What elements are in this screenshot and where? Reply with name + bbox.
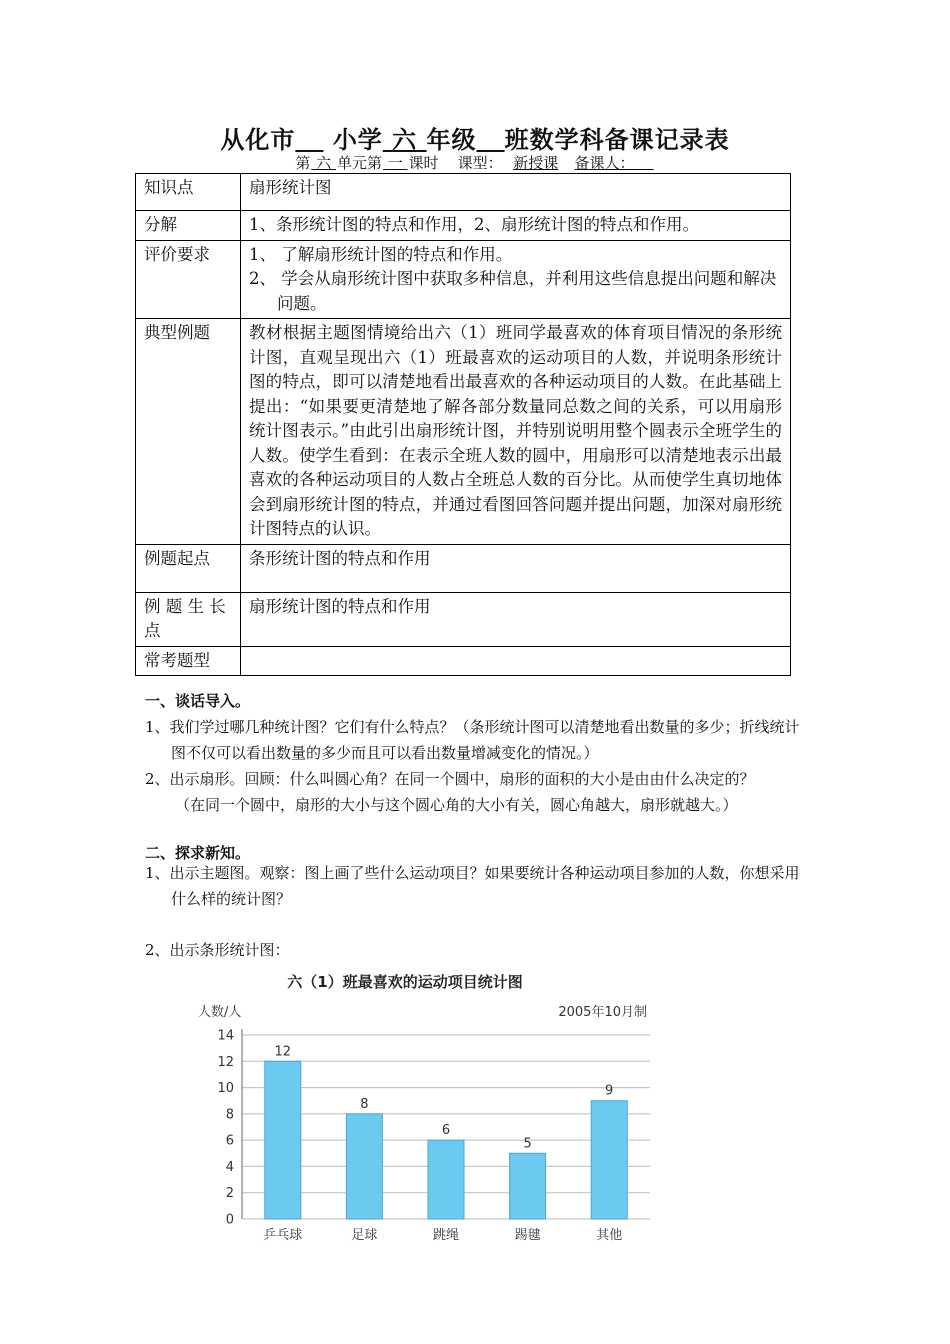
paragraph: 2、出示条形统计图：: [145, 941, 290, 959]
table-row: [136, 174, 791, 211]
section-body: [145, 860, 810, 912]
table-row: [136, 544, 791, 592]
row-label: 知识点: [136, 174, 241, 211]
x-tick-label: 乒乓球: [263, 1228, 303, 1243]
row-value: 1、条形统计图的特点和作用，2、扇形统计图的特点和作用。: [241, 211, 791, 241]
y-tick-label: 0: [225, 1212, 234, 1228]
row-label: 常考题型: [136, 646, 241, 676]
x-tick-label: 足球: [351, 1228, 378, 1243]
bar: [265, 1061, 301, 1219]
data-label: 8: [360, 1096, 369, 1112]
row-label: 例 题 生 长 点: [136, 592, 241, 646]
row-value: [241, 646, 791, 676]
row-value: 教材根据主题图情境给出六（1）班同学最喜欢的体育项目情况的条形统计图，直观呈现出六（1）班最喜欢的运动项目的人数，并说明条形统计图的特点，即可以清楚地看出最喜欢的各种运动项目的人数。在此基础上提出：“如果要更清楚地了解各部分数量同总数之间的关系，可以用扇形统计图表示。”由此引出扇形统计图，并特别说明用整个圆表示全班学生的人数。使学生看到：在表示全班人数的圆中，用扇形可以清楚地表示出最喜欢的各种运动项目的人数占全班总人数的百分比。从而使学生真切地体会到扇形统计图的特点，并通过看图回答问题并提出问题，加深对扇形统计图特点的认识。: [241, 319, 791, 545]
data-label: 6: [441, 1123, 451, 1139]
section-heading: 一、谈话导入。: [145, 692, 251, 710]
paragraph: 1、我们学过哪几种统计图？它们有什么特点？（条形统计图可以清楚地看出数量的多少；折线统计图不仅可以看出数量的多少而且可以看出数量增减变化的情况。）: [145, 718, 800, 762]
x-tick-label: 其他: [596, 1228, 623, 1243]
y-tick-label: 2: [225, 1186, 234, 1202]
chart-title: 六（1）班最喜欢的运动项目统计图: [287, 973, 523, 991]
row-value: 扇形统计图: [241, 174, 791, 211]
data-label: 5: [523, 1136, 532, 1152]
table-row: [136, 211, 791, 241]
y-tick-label: 6: [225, 1133, 234, 1149]
lesson-info-line: 第 六 单元第 一 课时 课型： 新授课 备课人：: [295, 154, 635, 172]
chart-note: 2005年10月制: [558, 1005, 647, 1020]
paragraph: 2、出示扇形。回顾：什么叫圆心角？在同一个圆中，扇形的面积的大小是由由什么决定的？: [145, 770, 755, 788]
lesson-record-table: [135, 173, 791, 676]
bar: [346, 1114, 382, 1219]
row-label: 典型例题: [136, 319, 241, 545]
section-body: [145, 714, 810, 818]
list-item: 2、 学会从扇形统计图中获取多种信息，并利用这些信息提出问题和解决问题。: [249, 269, 777, 313]
row-label: 分解: [136, 211, 241, 241]
y-tick-label: 14: [217, 1028, 234, 1044]
page-title: 从化市 小学 六 年级 班数学科备课记录表: [220, 126, 730, 154]
section-heading: 二、探求新知。: [145, 844, 251, 862]
y-tick-label: 12: [217, 1054, 234, 1070]
row-label: 评价要求: [136, 240, 241, 319]
row-value: 扇形统计图的特点和作用: [241, 592, 791, 646]
y-tick-label: 4: [225, 1159, 234, 1175]
paragraph: （在同一个圆中，扇形的大小与这个圆心角的大小有关，圆心角越大，扇形就越大。）: [175, 796, 738, 814]
table-row: [136, 592, 791, 646]
y-tick-label: 10: [217, 1081, 234, 1097]
table-row: [136, 319, 791, 545]
table-row: [136, 646, 791, 676]
bar: [428, 1140, 464, 1219]
table-row: [136, 240, 791, 319]
y-tick-label: 8: [225, 1107, 234, 1123]
bar: [591, 1101, 627, 1219]
row-label: 例题起点: [136, 544, 241, 592]
row-value: 条形统计图的特点和作用: [241, 544, 791, 592]
data-label: 12: [274, 1044, 292, 1060]
paragraph: 1、出示主题图。观察：图上画了些什么运动项目？如果要统计各种运动项目参加的人数，你想采用什么样的统计图？: [145, 864, 800, 908]
data-label: 9: [605, 1083, 614, 1099]
bar: [510, 1153, 546, 1219]
x-tick-label: 跳绳: [432, 1228, 460, 1243]
list-item: 1、 了解扇形统计图的特点和作用。: [249, 244, 513, 264]
bar-chart: [180, 965, 680, 1250]
x-tick-label: 踢毽: [514, 1228, 541, 1243]
y-axis-label: 人数/人: [198, 1005, 242, 1020]
row-value: [241, 240, 791, 319]
